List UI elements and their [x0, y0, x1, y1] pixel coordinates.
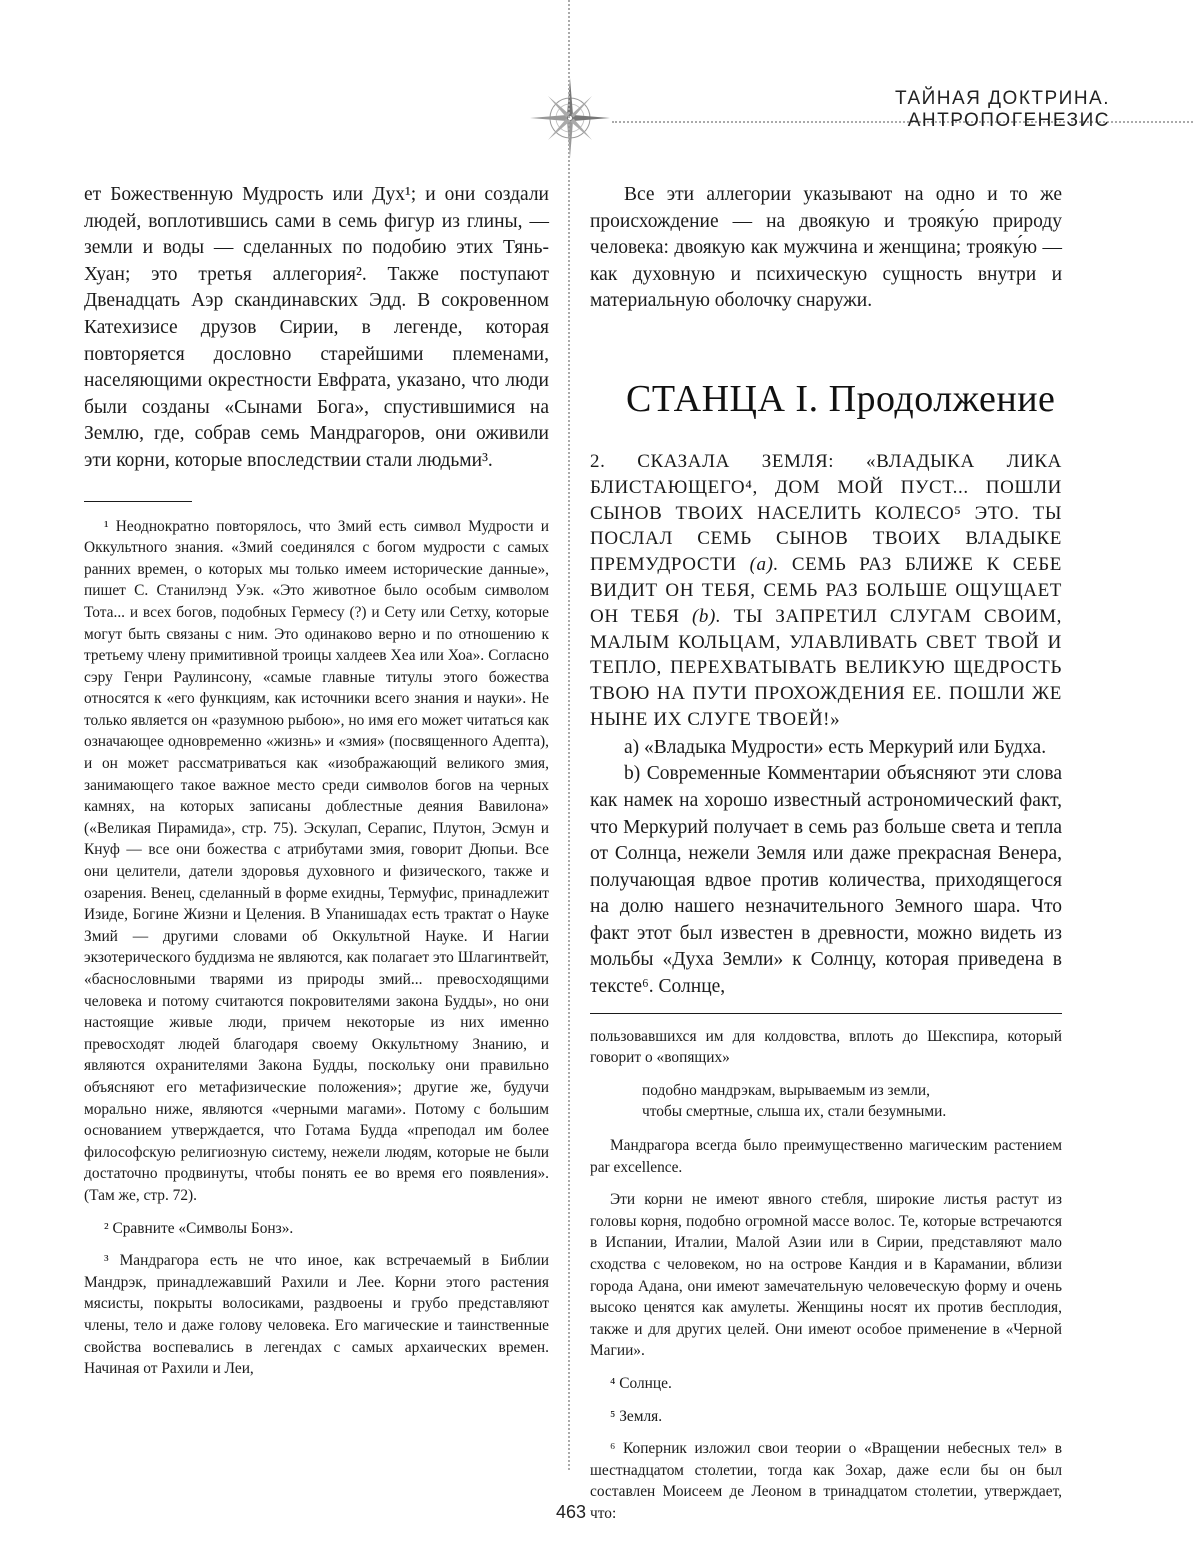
commentary-a: a) «Владыка Мудрости» есть Меркурий или Будха. [624, 736, 1047, 758]
stanza-verse-part: ТЫ ЗАПРЕТИЛ СЛУГАМ СВОИМ, МАЛЫМ КОЛЬЦАМ, УЛАВЛИВАТЬ СВЕТ ТВОЙ И ТЕПЛО, ПЕРЕХВАТЫВАТЬ ВЕЛИКУЮ ЩЕДРОСТЬ ТВОЮ НА ПУТИ ПРОХОЖДЕНИЯ ЕЕ. ПОШЛИ ЖЕ НЫНЕ ИХ СЛУГЕ ТВОЕЙ!» [590, 605, 1062, 730]
footnote-separator [590, 1013, 1062, 1014]
stanza-verse [590, 449, 1062, 733]
running-header-title: ТАЙНАЯ ДОКТРИНА. АНТРОПОГЕНЕЗИС [894, 88, 1110, 131]
footnote-paragraph: Мандрагора всегда было преимущественно магическим растением par excellence. [590, 1137, 1062, 1176]
footnote-3: ³ Мандрагора есть не что иное, как встречаемый в Библии Мандрэк, принадлежавший Рахили и Лее. Корни этого растения мясисты, покрыты волосиками, раздвоены и грубо представляют члены, тело и даже голову человека. Его магические и таинственные свойства воспевались в легендах с самых архаических времен. Начиная от Рахили и Леи, [84, 1252, 549, 1378]
footnote-quote [642, 1080, 1062, 1123]
footnote-4: ⁴ Солнце. [610, 1374, 672, 1392]
left-column [84, 182, 549, 1391]
stanza-mark-b: (b). [691, 605, 722, 627]
body-paragraph: ет Божественную Мудрость или Дух¹; и они создали людей, воплотившись сами в семь фигур из глины, — земли и воды — сделанных по подобию этих Тянь-Хуан; это третья аллегория². Также поступают Двенадцать Аэр скандинавских Эдд. В сокровенном Катехизисе друзов Сирии, в легенде, которая повторяется дословно старейшими племенами, населяющими окрестности Евфрата, указано, что люди были созданы «Сынами Бога», спустившимися на Землю, где, собрав семь Мандрагоров, они оживили эти корни, которые впоследствии стали людьми³. [84, 184, 549, 471]
footnote-1: ¹ Неоднократно повторялось, что Змий есть символ Мудрости и Оккультного знания. «Змий соединялся с богом мудрости с самых ранних времен, о которых мы только имеем исторические данные», пишет С. Станилэнд Уэк. «Это животное было особым символом Тота... и всех богов, подобных Гермесу (?) и Сету или Сетху, которые могут быть связаны с ним. Это одинаково верно и по отношению к третьему члену примитивной троицы халдеев Хеа или Хоа». Согласно сэру Генри Раулинсону, «самые главные титулы этого божества относятся к «его функциям, как источники всего знания и науки». Не только является он «разумною рыбою», но имя его может читаться как означающее одновременно «жизнь» и «змия» (посвященного Адепта), и он может рассматриваться как «изображающий великого змия, занимающего такое важное место среди символов богов на черных камнях, на которых записаны доблестные деяния Вавилона» («Великая Пирамида», стр. 75). Эскулап, Серапис, Плутон, Эсмун и Кнуф — все они божества с атрибутами змия, говорит Дюпьи. Все они целители, датели здоровья духовного и физического, также и озарения. Венец, сделанный в форме ехидны, Термуфис, принадлежит Изиде, Богине Жизни и Целения. В Упанишадах есть трактат о Науке Змий — другими словами об Оккультной Науке. И Нагии экзотерического буддизма не являются, как полагает это Шлагинтвейт, «баснословными тварями из природы змий... превосходящими человека и потому считаются покровителями закона Будды», но они настоящие живые люди, причем некоторые из них именно превосходят людей благодаря своему Оккультному Знанию, и являются охранителями Закона Будды, поскольку они правильно объясняют его метафизические положения»; другие же, будучи морально ниже, являются «черными магами». Потому с большим основанием утверждается, что Готама Будда «преподал им более философскую религиозную систему, нежели людям, которые не были достаточно продвинуты, чтобы понять ее во время его появления». (Там же, стр. 72). [84, 517, 549, 1204]
stanza-verse-part: СЕМЬ РАЗ БЛИЖЕ К СЕБЕ ВИДИТ ОН ТЕБЯ, СЕМЬ РАЗ БОЛЬШЕ ОЩУЩАЕТ ОН ТЕБЯ [590, 554, 1062, 627]
footnote-6: ⁶ Коперник изложил свои теории о «Вращении небесных тел» в шестнадцатом столетии, тогда как Зохар, даже если бы он был составлен Моисеем де Леоном в тринадцатом столетии, утверждает, что: [590, 1440, 1062, 1522]
footnote-5: ⁵ Земля. [610, 1407, 663, 1425]
right-column [590, 182, 1062, 1536]
vertical-dotted-divider [568, 0, 570, 1470]
quote-line: чтобы смертные, слыша их, стали безумными. [642, 1103, 947, 1121]
stanza-heading: СТАНЦА I. Продолжение [626, 377, 1056, 420]
stanza-mark-a: (a). [749, 554, 779, 576]
stanza-verse-part: 2. СКАЗАЛА ЗЕМЛЯ: «ВЛАДЫКА ЛИКА БЛИСТАЮЩЕГО⁴, ДОМ МОЙ ПУСТ... ПОШЛИ СЫНОВ ТВОИХ НАСЕЛИТЬ КОЛЕСО⁵ ЭТО. ТЫ ПОСЛАЛ СЕМЬ СЫНОВ ТВОИХ ВЛАДЫКЕ ПРЕМУДРОСТИ [590, 450, 1062, 576]
commentary-b: b) Современные Комментарии объясняют эти слова как намек на хорошо известный астрономический факт, что Меркурий получает в семь раз больше света и тепла от Солнца, нежели Земля или даже прекрасная Венера, получающая вдвое против количества, приходящегося на долю нашего незначительного Земного шара. Что факт этот был известен в древности, можно видеть из мольбы «Духа Земли» к Солнцу, которая приведена в тексте⁶. Солнце, [590, 763, 1062, 998]
footnote-paragraph: Эти корни не имеют явного стебля, широкие листья растут из головы корня, подобно огромной массе волос. Те, которые встречаются в Испании, Италии, Малой Азии или в Сирии, представляют мало сходства с человеком, но на острове Кандия и в Карамании, вблизи города Адана, они имеют замечательную человеческую форму и очень высоко ценятся как амулеты. Женщины носят их против бесплодия, также и для других целей. Они имеют особое применение в «Черной Магии». [590, 1191, 1062, 1360]
quote-line: подобно мандрэкам, вырываемым из земли, [642, 1081, 930, 1099]
footnote-2: ² Сравните «Символы Бонз». [104, 1219, 294, 1237]
page-number: 463 [555, 1502, 587, 1522]
footnote-separator [84, 501, 192, 502]
intro-paragraph: Все эти аллегории указывают на одно и то же происхождение — на двоякую и трояку́ю природу человека: двоякую как мужчина и женщина; трояку́ю — как духовную и психическую сущность внутри и материальную оболочку снаружи. [590, 184, 1062, 312]
footnote-continuation: пользовавшихся им для колдовства, вплоть до Шекспира, который говорит о «вопящих» [590, 1027, 1062, 1067]
compass-rose-icon [528, 76, 612, 160]
